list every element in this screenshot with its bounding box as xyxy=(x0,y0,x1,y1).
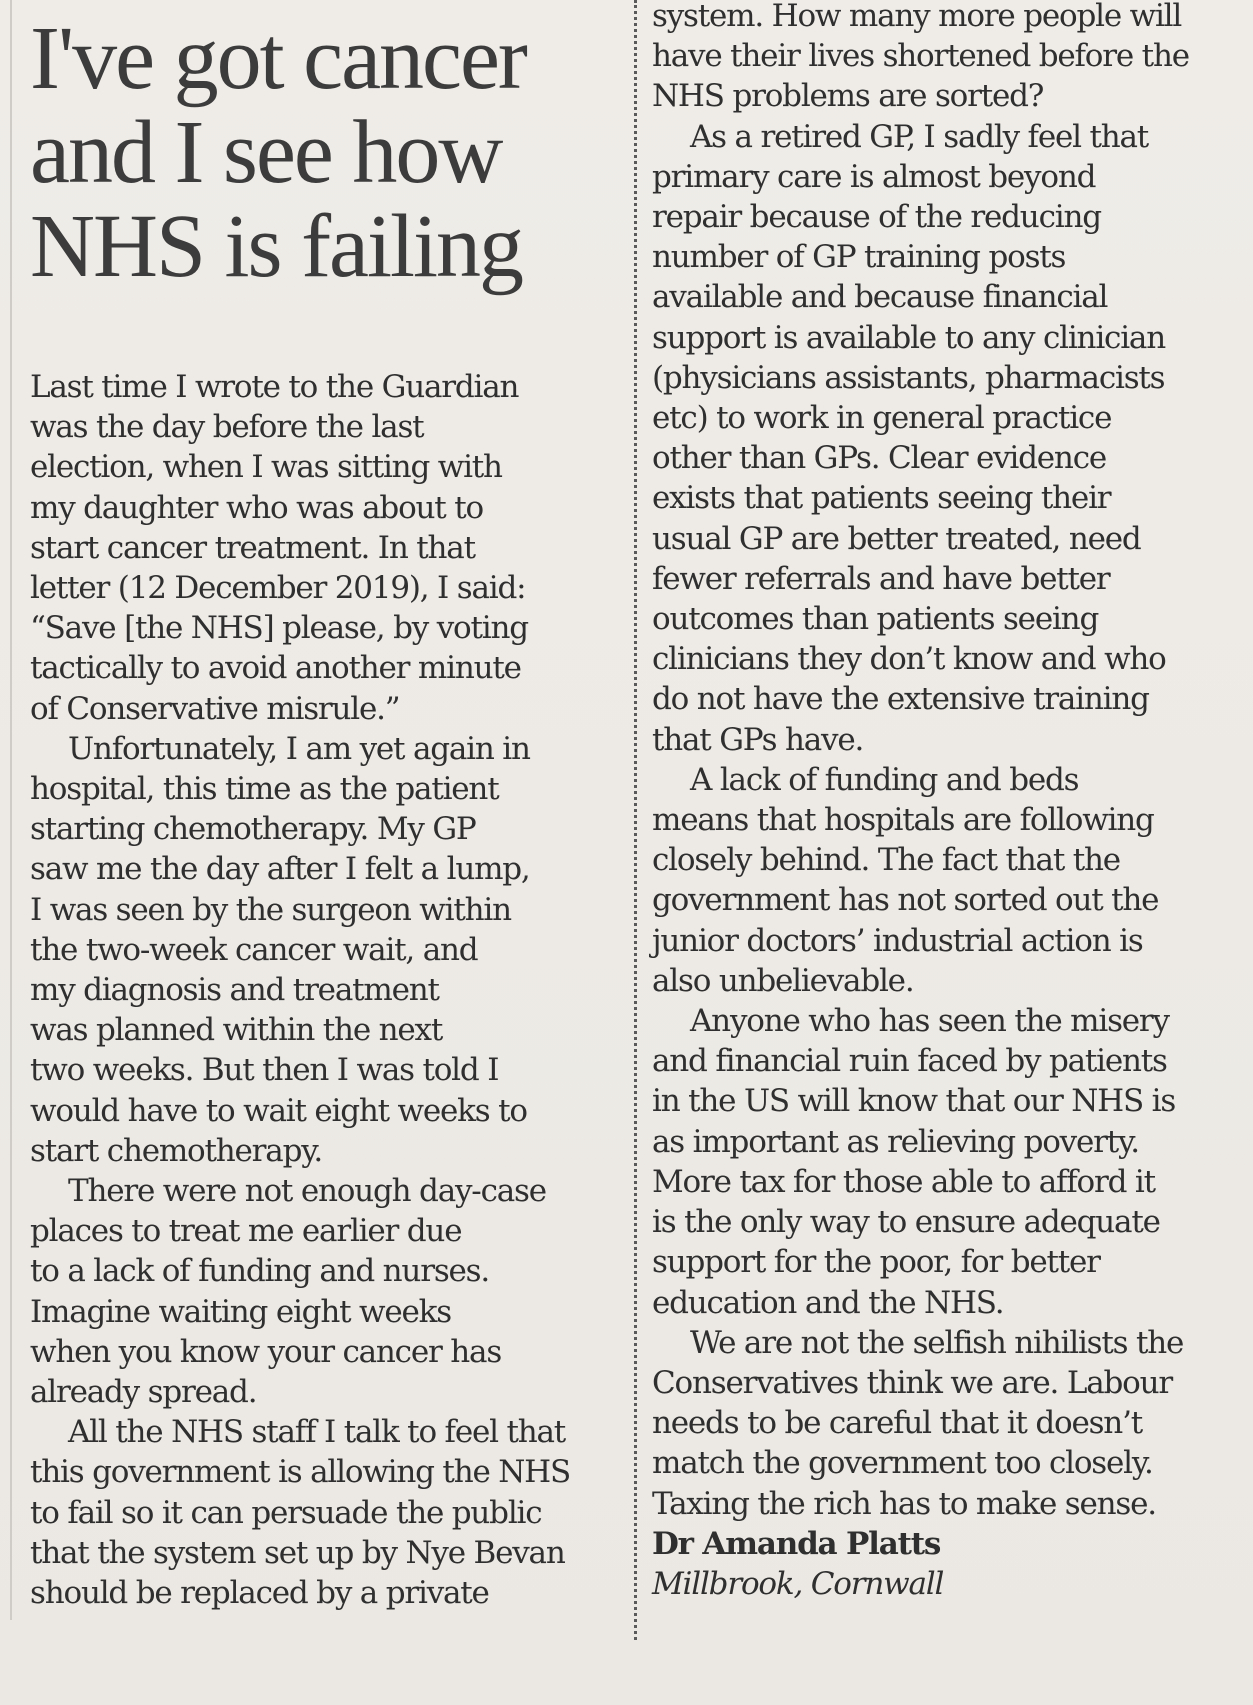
body-text-line: As a retired GP, I sadly feel that xyxy=(690,118,1149,155)
body-text-line: hospital, this time as the patient xyxy=(30,771,499,808)
body-text-line: and financial ruin faced by patients xyxy=(652,1043,1167,1080)
body-text-line: start cancer treatment. In that xyxy=(30,529,475,566)
body-text-line: also unbelievable. xyxy=(652,962,914,999)
body-text-line: when you know your cancer has xyxy=(30,1333,502,1370)
body-text-line: election, when I was sitting with xyxy=(30,449,502,486)
body-text-line: already spread. xyxy=(30,1374,257,1411)
body-text-line: start chemotherapy. xyxy=(30,1132,323,1169)
body-text-line: number of GP training posts xyxy=(652,239,1066,276)
body-text-line: Conservatives think we are. Labour xyxy=(652,1364,1173,1401)
body-text-line: saw me the day after I felt a lump, xyxy=(30,851,530,888)
body-text-line: Taxing the rich has to make sense. xyxy=(652,1485,1156,1522)
body-text-line: was the day before the last xyxy=(30,409,424,446)
body-text-line: other than GPs. Clear evidence xyxy=(652,440,1107,477)
body-text-line: Last time I wrote to the Guardian xyxy=(30,369,519,405)
body-text-line: outcomes than patients seeing xyxy=(652,601,1099,638)
body-text-line: closely behind. The fact that the xyxy=(652,842,1120,879)
body-text-line: match the government too closely. xyxy=(652,1445,1153,1482)
body-text-line: Imagine waiting eight weeks xyxy=(30,1293,451,1330)
body-text-line: in the US will know that our NHS is xyxy=(652,1083,1176,1120)
body-text-line: exists that patients seeing their xyxy=(652,480,1111,517)
body-text-line: as important as relieving poverty. xyxy=(652,1123,1139,1160)
column-divider xyxy=(634,0,637,1640)
body-text-line: repair because of the reducing xyxy=(652,199,1101,236)
body-text-line: means that hospitals are following xyxy=(652,802,1154,839)
body-text-line: junior doctors’ industrial action is xyxy=(652,922,1143,959)
body-text-line: “Save [the NHS] please, by voting xyxy=(30,610,528,647)
body-text-line: support is available to any clinician xyxy=(652,319,1165,356)
body-text-line: available and because financial xyxy=(652,279,1108,316)
body-text-line: have their lives shortened before the xyxy=(652,38,1189,75)
left-column xyxy=(30,367,622,1613)
body-text-line: places to treat me earlier due xyxy=(30,1213,462,1250)
body-text-line: clinicians they don’t know and who xyxy=(652,641,1166,678)
body-text-line: of Conservative misrule.” xyxy=(30,690,400,727)
body-text-line: is the only way to ensure adequate xyxy=(652,1204,1160,1241)
body-text-line: education and the NHS. xyxy=(652,1284,1004,1321)
body-text-line: my diagnosis and treatment xyxy=(30,972,439,1009)
body-text-line: A lack of funding and beds xyxy=(690,761,1079,798)
body-text-line: I was seen by the surgeon within xyxy=(30,891,511,928)
body-text-line: All the NHS staff I talk to feel that xyxy=(68,1414,566,1451)
body-text-line: starting chemotherapy. My GP xyxy=(30,811,476,848)
body-text-line: support for the poor, for better xyxy=(652,1244,1100,1281)
right-column xyxy=(652,0,1252,1604)
body-text-line: NHS problems are sorted? xyxy=(652,78,1044,115)
body-text-line: should be replaced by a private xyxy=(30,1575,489,1612)
body-text-line: system. How many more people will xyxy=(652,0,1182,34)
body-text-line: that the system set up by Nye Bevan xyxy=(30,1534,565,1571)
headline: I've got cancer and I see how NHS is failing xyxy=(30,9,526,296)
body-text-line: two weeks. But then I was told I xyxy=(30,1052,499,1089)
body-text-line: do not have the extensive training xyxy=(652,681,1149,718)
body-text-line: fewer referrals and have better xyxy=(652,560,1110,597)
body-text-line: to fail so it can persuade the public xyxy=(30,1494,542,1531)
body-text-line: We are not the selfish nihilists the xyxy=(690,1324,1184,1361)
body-text-line: More tax for those able to afford it xyxy=(652,1163,1155,1200)
body-text-line: letter (12 December 2019), I said: xyxy=(30,570,526,607)
body-text-line: (physicians assistants, pharmacists xyxy=(652,359,1165,396)
body-text-line: that GPs have. xyxy=(652,721,864,758)
body-text-line: Anyone who has seen the misery xyxy=(690,1003,1169,1040)
body-text-line: my daughter who was about to xyxy=(30,489,483,526)
body-text-line: this government is allowing the NHS xyxy=(30,1454,571,1491)
body-text-line: government has not sorted out the xyxy=(652,882,1159,919)
body-text-line: There were not enough day-case xyxy=(68,1173,546,1210)
body-text-line: was planned within the next xyxy=(30,1012,443,1049)
body-text-line: etc) to work in general practice xyxy=(652,400,1112,437)
body-text-line: needs to be careful that it doesn’t xyxy=(652,1405,1142,1442)
signature-location: Millbrook, Cornwall xyxy=(652,1565,944,1602)
signature-name: Dr Amanda Platts xyxy=(652,1525,941,1562)
body-text-line: primary care is almost beyond xyxy=(652,158,1096,195)
body-text-line: the two-week cancer wait, and xyxy=(30,931,478,968)
left-margin-rule xyxy=(10,0,12,1620)
body-text-line: tactically to avoid another minute xyxy=(30,650,521,687)
body-text-line: would have to wait eight weeks to xyxy=(30,1092,527,1129)
body-text-line: usual GP are better treated, need xyxy=(652,520,1141,557)
body-text-line: Unfortunately, I am yet again in xyxy=(68,730,530,767)
body-text-line: to a lack of funding and nurses. xyxy=(30,1253,490,1290)
